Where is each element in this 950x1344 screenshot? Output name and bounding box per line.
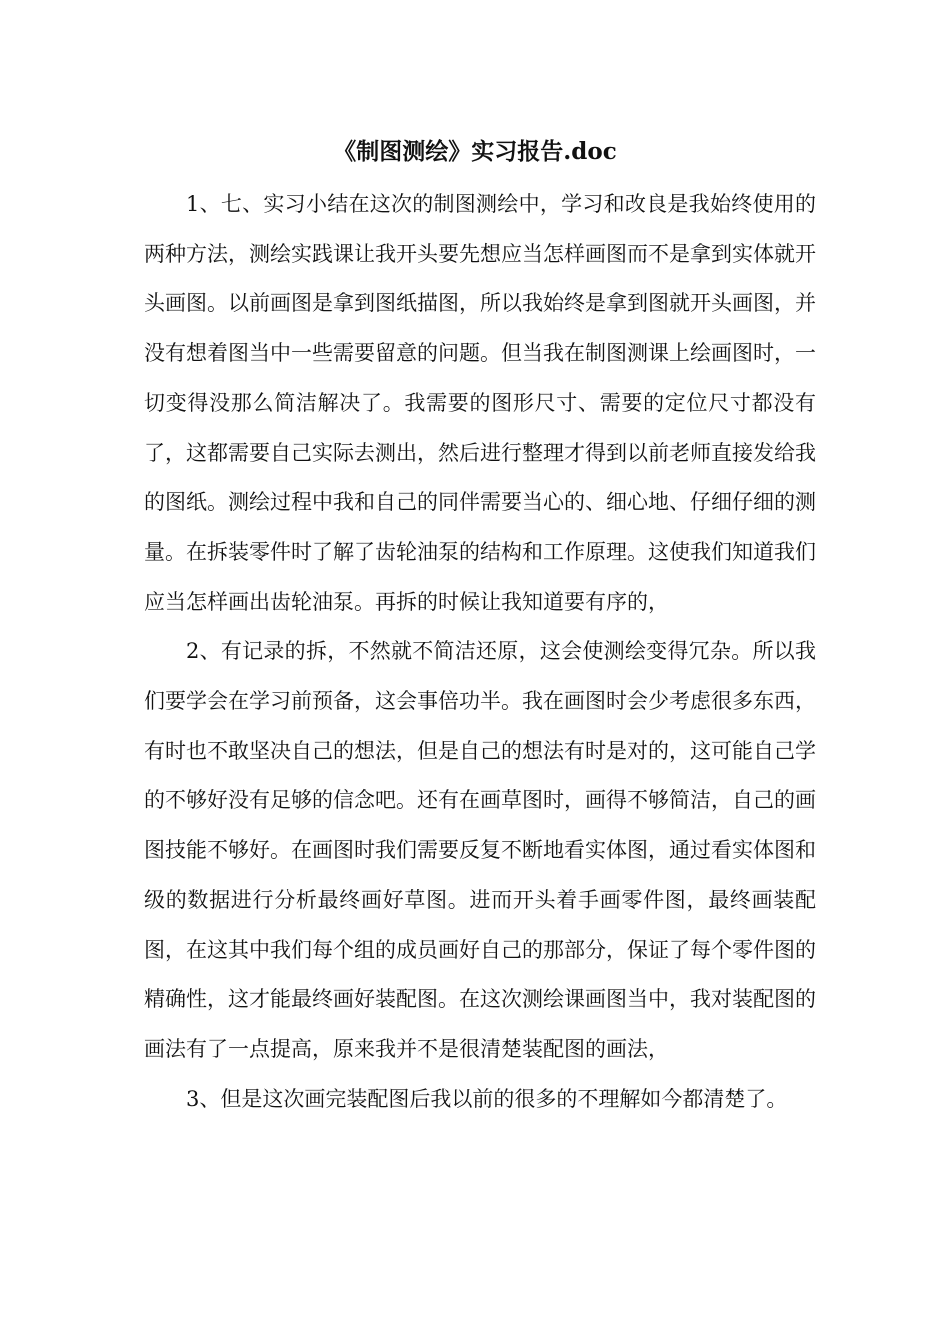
paragraph-3: 3、但是这次画完装配图后我以前的很多的不理解如今都清楚了。 xyxy=(186,1086,788,1111)
document-title: 《制图测绘》实习报告.doc xyxy=(333,138,617,165)
document-body xyxy=(144,180,816,1124)
paragraph-1: 1、七、实习小结在这次的制图测绘中，学习和改良是我始终使用的两种方法，测绘实践课让我开头要先想应当怎样画图而不是拿到实体就开头画图。以前画图是拿到图纸描图，所以我始终是拿到图就开头画图，并没有想着图当中一些需要留意的问题。但当我在制图测课上绘画图时，一切变得没那么简洁解决了。我需要的图形尺寸、需要的定位尺寸都没有了，这都需要自己实际去测出，然后进行整理才得到以前老师直接发给我的图纸。测绘过程中我和自己的同伴需要当心的、细心地、仔细仔细的测量。在拆装零件时了解了齿轮油泵的结构和工作原理。这使我们知道我们应当怎样画出齿轮油泵。再拆的时候让我知道要有序的， xyxy=(144,192,816,614)
paragraph-2: 2、有记录的拆，不然就不简洁还原，这会使测绘变得冗杂。所以我们要学会在学习前预备，这会事倍功半。我在画图时会少考虑很多东西，有时也不敢坚决自己的想法，但是自己的想法有时是对的，这可能自己学的不够好没有足够的信念吧。还有在画草图时，画得不够简洁，自己的画图技能不够好。在画图时我们需要反复不断地看实体图，通过看实体图和级的数据进行分析最终画好草图。进而开头着手画零件图，最终画装配图，在这其中我们每个组的成员画好自己的那部分，保证了每个零件图的精确性，这才能最终画好装配图。在这次测绘课画图当中，我对装配图的画法有了一点提高，原来我并不是很清楚装配图的画法， xyxy=(144,639,816,1061)
